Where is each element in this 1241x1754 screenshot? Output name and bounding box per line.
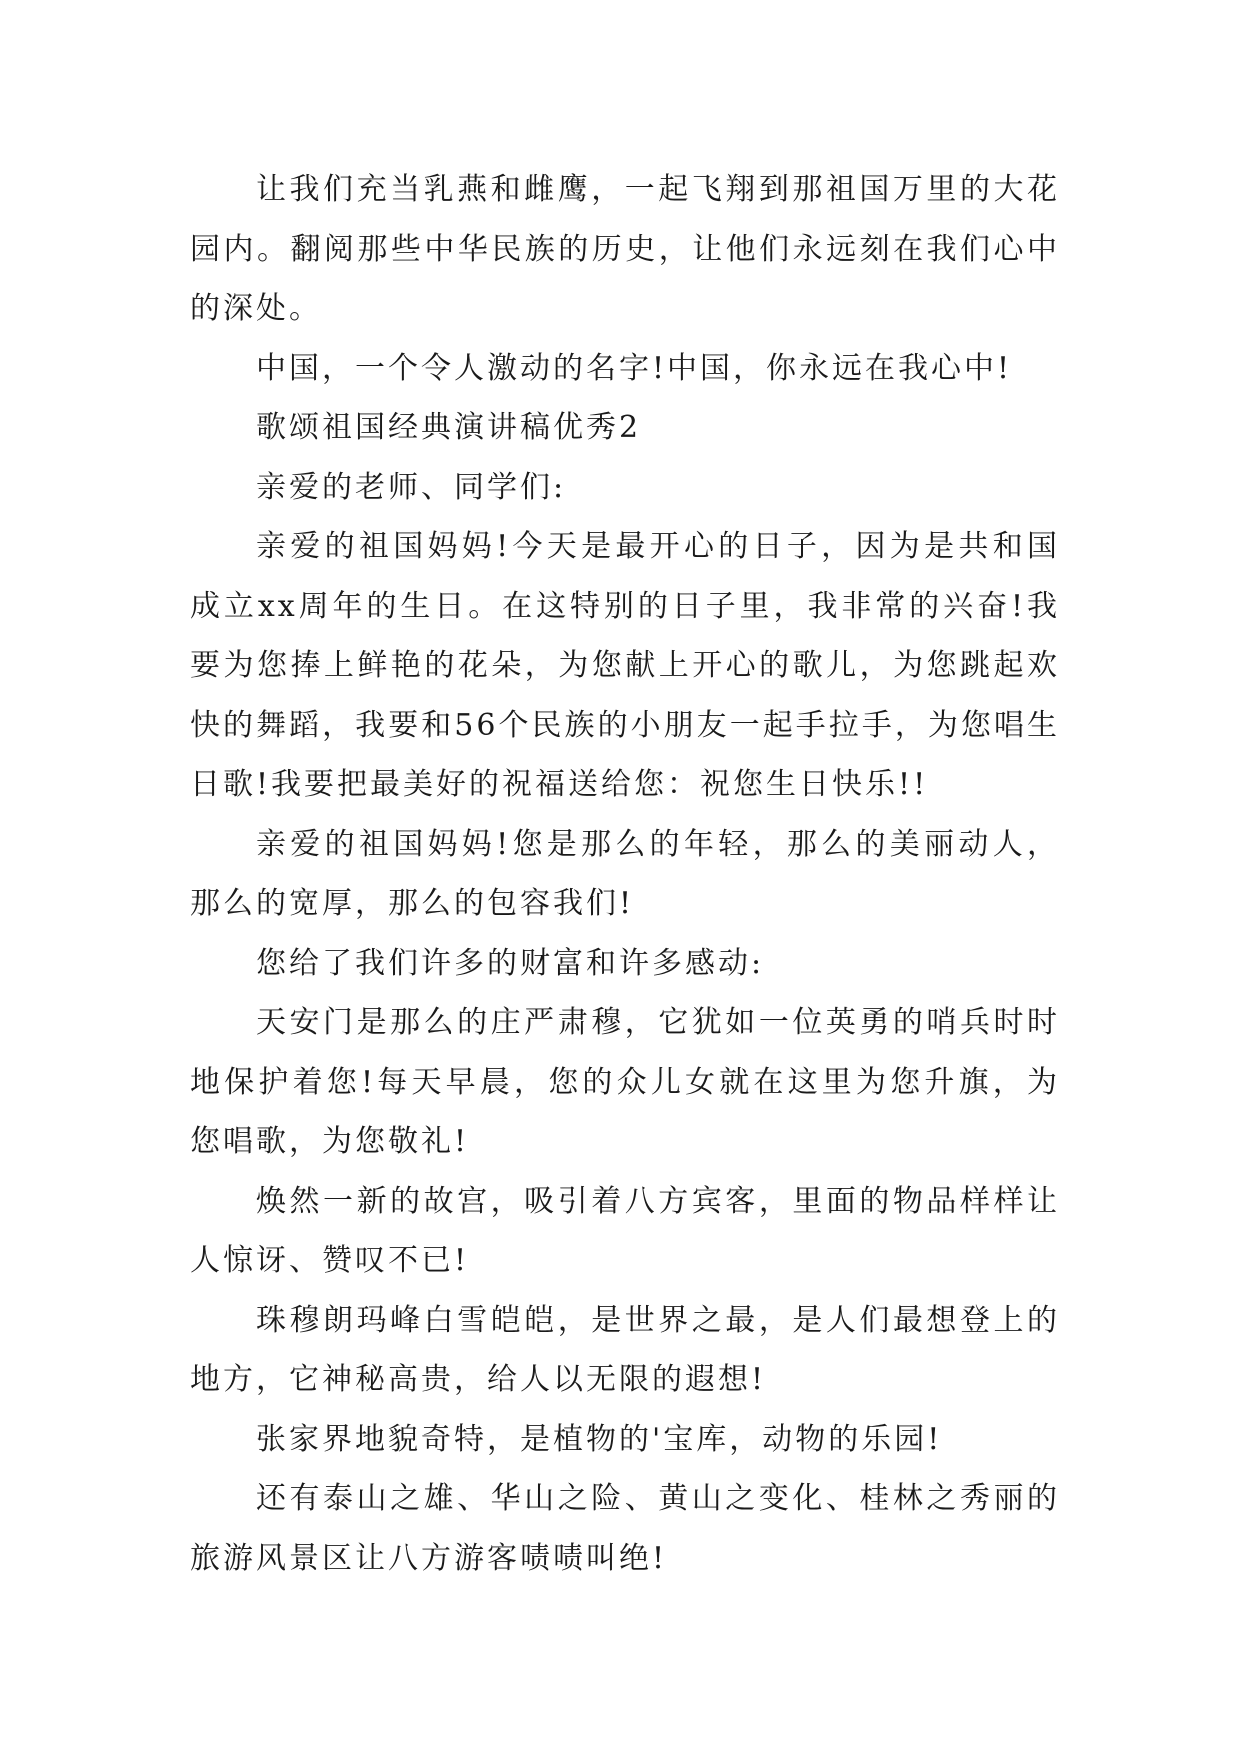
section-heading: 歌颂祖国经典演讲稿优秀2: [256, 410, 642, 445]
paragraph: 让我们充当乳燕和雌鹰，一起飞翔到那祖国万里的大花园内。翻阅那些中华民族的历史，让他们永远刻在我们心中的深处。: [190, 172, 1060, 326]
paragraph: 中国，一个令人激动的名字!中国，你永远在我心中!: [256, 350, 1013, 386]
salutation: 亲爱的老师、同学们:: [256, 469, 567, 505]
paragraph: 还有泰山之雄、华山之险、黄山之变化、桂林之秀丽的旅游风景区让八方游客啧啧叫绝!: [190, 1481, 1060, 1576]
paragraph: 焕然一新的故宫，吸引着八方宾客，里面的物品样样让人惊讶、赞叹不已!: [190, 1183, 1060, 1278]
paragraph: 珠穆朗玛峰白雪皑皑，是世界之最，是人们最想登上的地方，它神秘高贵，给人以无限的遐想!: [190, 1302, 1060, 1397]
paragraph: 亲爱的祖国妈妈!今天是最开心的日子，因为是共和国成立xx周年的生日。在这特别的日子里，我非常的兴奋!我要为您捧上鲜艳的花朵，为您献上开心的歌儿，为您跳起欢快的舞蹈，我要和56个民族的小朋友一起手拉手，为您唱生日歌!我要把最美好的祝福送给您：祝您生日快乐!!: [190, 529, 1060, 802]
document-body: [190, 160, 1060, 1588]
paragraph: 张家界地貌奇特，是植物的'宝库，动物的乐园!: [256, 1421, 943, 1457]
paragraph: 亲爱的祖国妈妈!您是那么的年轻，那么的美丽动人，那么的宽厚，那么的包容我们!: [190, 826, 1060, 921]
paragraph: 您给了我们许多的财富和许多感动:: [256, 945, 765, 981]
paragraph: 天安门是那么的庄严肃穆，它犹如一位英勇的哨兵时时地保护着您!每天早晨，您的众儿女就在这里为您升旗，为您唱歌，为您敬礼!: [190, 1005, 1060, 1159]
